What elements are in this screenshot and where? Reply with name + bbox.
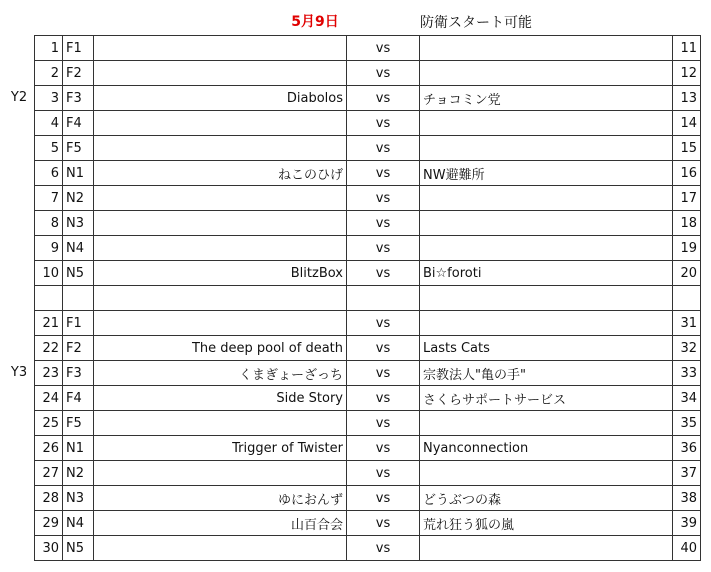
empty-cell[interactable] (63, 286, 94, 311)
table-row (35, 211, 701, 236)
home-team-cell[interactable] (94, 461, 347, 486)
table-row (35, 486, 701, 511)
table-row (35, 511, 701, 536)
opponent-number-cell[interactable]: 39 (673, 511, 701, 536)
home-team-cell[interactable]: 山百合会 (94, 511, 347, 536)
away-team-cell[interactable]: Nyanconnection (420, 436, 673, 461)
away-team-cell[interactable]: 宗教法人"亀の手" (420, 361, 673, 386)
opponent-number-cell[interactable]: 13 (673, 86, 701, 111)
slot-code-cell[interactable]: N5 (63, 536, 94, 561)
slot-code-cell[interactable]: N4 (63, 511, 94, 536)
match-number-cell[interactable]: 29 (35, 511, 63, 536)
vs-cell[interactable]: vs (347, 61, 420, 86)
table-row (35, 136, 701, 161)
vs-cell[interactable]: vs (347, 161, 420, 186)
home-team-cell[interactable]: Trigger of Twister (94, 436, 347, 461)
table-row (35, 436, 701, 461)
table-row (35, 261, 701, 286)
group-label-y3: Y3 (10, 365, 28, 380)
table-row (35, 186, 701, 211)
match-number-cell[interactable]: 3 (35, 86, 63, 111)
table-row (35, 86, 701, 111)
opponent-number-cell[interactable]: 11 (673, 36, 701, 61)
vs-cell[interactable]: vs (347, 236, 420, 261)
match-number-cell[interactable]: 21 (35, 311, 63, 336)
slot-code-cell[interactable]: N5 (63, 261, 94, 286)
slot-code-cell[interactable]: F4 (63, 386, 94, 411)
table-row (35, 161, 701, 186)
home-team-cell[interactable] (94, 536, 347, 561)
table-row (35, 461, 701, 486)
slot-code-cell[interactable]: F4 (63, 111, 94, 136)
opponent-number-cell[interactable]: 17 (673, 186, 701, 211)
opponent-number-cell[interactable]: 18 (673, 211, 701, 236)
home-team-cell[interactable] (94, 411, 347, 436)
match-date: 5月9日 (291, 14, 339, 30)
opponent-number-cell[interactable]: 35 (673, 411, 701, 436)
match-number-cell[interactable]: 8 (35, 211, 63, 236)
empty-cell[interactable] (94, 286, 347, 311)
match-schedule-table (34, 35, 701, 561)
table-row (35, 336, 701, 361)
table-row (35, 61, 701, 86)
away-team-cell[interactable] (420, 536, 673, 561)
slot-code-cell[interactable]: N2 (63, 461, 94, 486)
opponent-number-cell[interactable]: 12 (673, 61, 701, 86)
home-team-cell[interactable]: Side Story (94, 386, 347, 411)
away-team-cell[interactable]: Bi☆foroti (420, 261, 673, 286)
match-number-cell[interactable]: 23 (35, 361, 63, 386)
away-team-cell[interactable] (420, 311, 673, 336)
vs-cell[interactable]: vs (347, 211, 420, 236)
empty-cell[interactable] (347, 286, 420, 311)
opponent-number-cell[interactable]: 34 (673, 386, 701, 411)
vs-cell[interactable]: vs (347, 111, 420, 136)
slot-code-cell[interactable]: N2 (63, 186, 94, 211)
slot-code-cell[interactable]: F1 (63, 311, 94, 336)
opponent-number-cell[interactable]: 32 (673, 336, 701, 361)
home-team-cell[interactable]: ねこのひげ (94, 161, 347, 186)
opponent-number-cell[interactable]: 33 (673, 361, 701, 386)
away-team-cell[interactable]: チョコミン党 (420, 86, 673, 111)
vs-cell[interactable]: vs (347, 436, 420, 461)
match-number-cell[interactable]: 25 (35, 411, 63, 436)
away-team-cell[interactable] (420, 186, 673, 211)
match-number-cell[interactable]: 10 (35, 261, 63, 286)
match-number-cell[interactable]: 5 (35, 136, 63, 161)
slot-code-cell[interactable]: N3 (63, 211, 94, 236)
away-team-cell[interactable]: 荒れ狂う狐の嵐 (420, 511, 673, 536)
away-team-cell[interactable] (420, 411, 673, 436)
table-row (35, 361, 701, 386)
away-team-cell[interactable] (420, 61, 673, 86)
slot-code-cell[interactable]: F2 (63, 336, 94, 361)
opponent-number-cell[interactable]: 31 (673, 311, 701, 336)
home-team-cell[interactable] (94, 136, 347, 161)
match-number-cell[interactable]: 7 (35, 186, 63, 211)
opponent-number-cell[interactable]: 14 (673, 111, 701, 136)
home-team-cell[interactable] (94, 236, 347, 261)
slot-code-cell[interactable]: F2 (63, 61, 94, 86)
away-team-cell[interactable] (420, 236, 673, 261)
slot-code-cell[interactable]: F5 (63, 411, 94, 436)
away-team-cell[interactable]: NW避難所 (420, 161, 673, 186)
home-team-cell[interactable] (94, 36, 347, 61)
slot-code-cell[interactable]: F3 (63, 361, 94, 386)
table-row (35, 311, 701, 336)
match-number-cell[interactable]: 2 (35, 61, 63, 86)
away-team-cell[interactable]: さくらサポートサービス (420, 386, 673, 411)
vs-cell[interactable]: vs (347, 86, 420, 111)
opponent-number-cell[interactable]: 37 (673, 461, 701, 486)
table-row (35, 411, 701, 436)
vs-cell[interactable]: vs (347, 261, 420, 286)
vs-cell[interactable]: vs (347, 311, 420, 336)
away-team-cell[interactable] (420, 111, 673, 136)
match-number-cell[interactable]: 22 (35, 336, 63, 361)
table-row (35, 536, 701, 561)
opponent-number-cell[interactable]: 15 (673, 136, 701, 161)
home-team-cell[interactable]: BlitzBox (94, 261, 347, 286)
table-row (35, 236, 701, 261)
opponent-number-cell[interactable]: 20 (673, 261, 701, 286)
slot-code-cell[interactable]: F1 (63, 36, 94, 61)
vs-cell[interactable]: vs (347, 461, 420, 486)
vs-cell[interactable]: vs (347, 486, 420, 511)
away-team-cell[interactable] (420, 461, 673, 486)
home-team-cell[interactable] (94, 111, 347, 136)
vs-cell[interactable]: vs (347, 336, 420, 361)
vs-cell[interactable]: vs (347, 36, 420, 61)
away-team-cell[interactable]: どうぶつの森 (420, 486, 673, 511)
match-number-cell[interactable]: 6 (35, 161, 63, 186)
match-number-cell[interactable]: 30 (35, 536, 63, 561)
opponent-number-cell[interactable]: 16 (673, 161, 701, 186)
vs-cell[interactable]: vs (347, 186, 420, 211)
home-team-cell[interactable] (94, 186, 347, 211)
vs-cell[interactable]: vs (347, 411, 420, 436)
vs-cell[interactable]: vs (347, 511, 420, 536)
table-row (35, 111, 701, 136)
match-number-cell[interactable]: 24 (35, 386, 63, 411)
away-team-cell[interactable] (420, 136, 673, 161)
slot-code-cell[interactable]: N1 (63, 161, 94, 186)
empty-cell[interactable] (35, 286, 63, 311)
home-team-cell[interactable] (94, 211, 347, 236)
match-number-cell[interactable]: 9 (35, 236, 63, 261)
slot-code-cell[interactable]: F3 (63, 86, 94, 111)
slot-code-cell[interactable]: N3 (63, 486, 94, 511)
match-number-cell[interactable]: 26 (35, 436, 63, 461)
away-team-cell[interactable]: Lasts Cats (420, 336, 673, 361)
slot-code-cell[interactable]: N1 (63, 436, 94, 461)
home-team-cell[interactable]: くまぎょーざっち (94, 361, 347, 386)
group-label-y2: Y2 (10, 90, 28, 105)
opponent-number-cell[interactable]: 36 (673, 436, 701, 461)
match-number-cell[interactable]: 1 (35, 36, 63, 61)
spacer-row (35, 286, 701, 311)
home-team-cell[interactable] (94, 61, 347, 86)
sheet-header (0, 0, 711, 35)
match-number-cell[interactable]: 27 (35, 461, 63, 486)
slot-code-cell[interactable]: N4 (63, 236, 94, 261)
empty-cell[interactable] (420, 286, 673, 311)
opponent-number-cell[interactable]: 40 (673, 536, 701, 561)
home-team-cell[interactable]: The deep pool of death (94, 336, 347, 361)
defense-start-note: 防衛スタート可能 (420, 15, 532, 31)
away-team-cell[interactable] (420, 36, 673, 61)
match-number-cell[interactable]: 28 (35, 486, 63, 511)
match-number-cell[interactable]: 4 (35, 111, 63, 136)
slot-code-cell[interactable]: F5 (63, 136, 94, 161)
vs-cell[interactable]: vs (347, 136, 420, 161)
vs-cell[interactable]: vs (347, 386, 420, 411)
table-row (35, 386, 701, 411)
opponent-number-cell[interactable]: 19 (673, 236, 701, 261)
away-team-cell[interactable] (420, 211, 673, 236)
opponent-number-cell[interactable]: 38 (673, 486, 701, 511)
home-team-cell[interactable]: ゆにおんず (94, 486, 347, 511)
home-team-cell[interactable]: Diabolos (94, 86, 347, 111)
table-row (35, 36, 701, 61)
vs-cell[interactable]: vs (347, 361, 420, 386)
empty-cell[interactable] (673, 286, 701, 311)
vs-cell[interactable]: vs (347, 536, 420, 561)
home-team-cell[interactable] (94, 311, 347, 336)
